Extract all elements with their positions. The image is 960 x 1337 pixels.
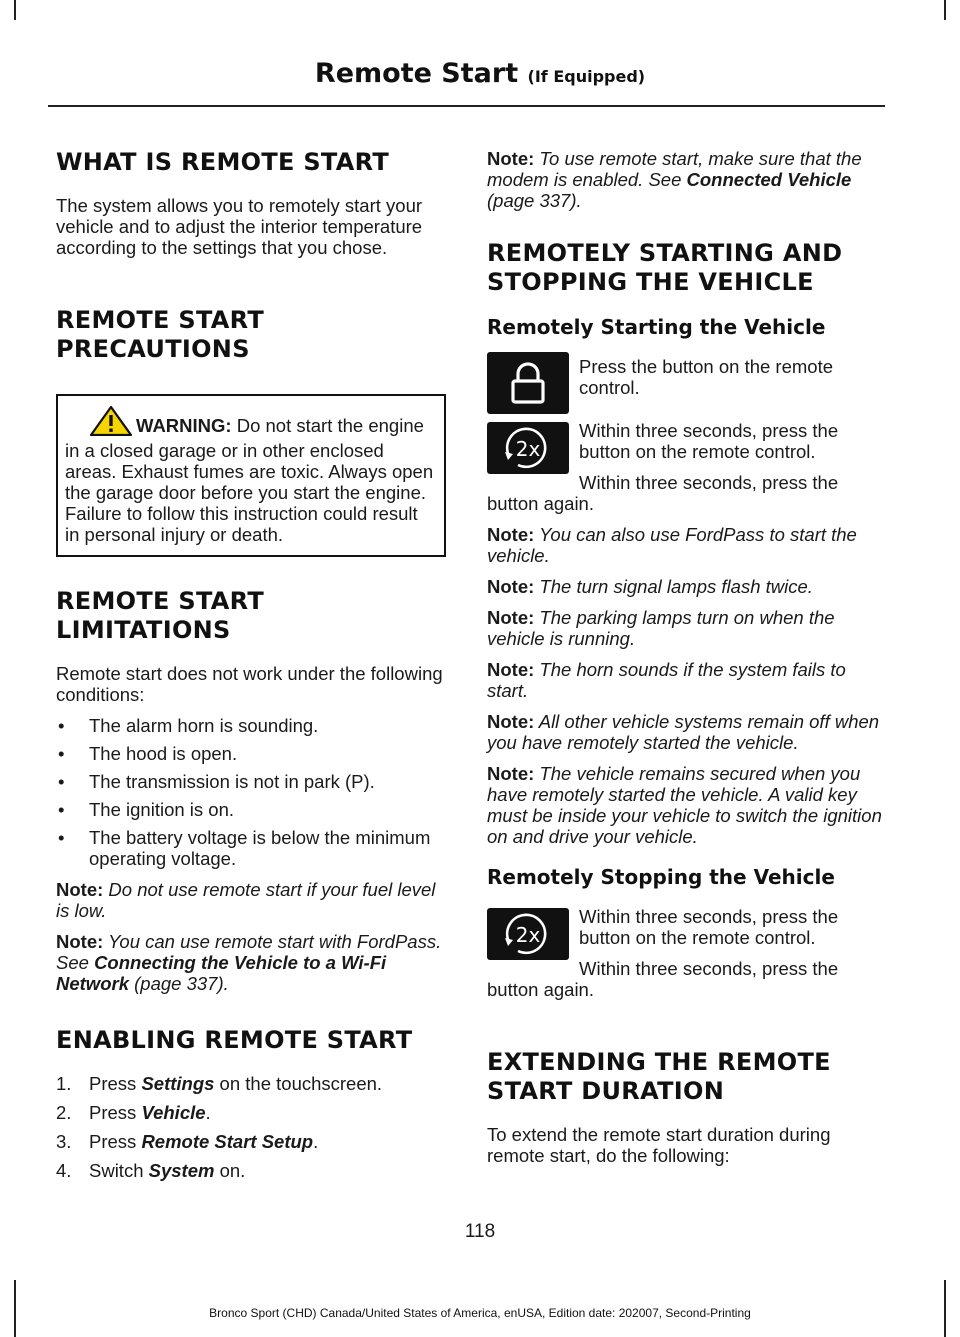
step-text: Within three seconds, press the button on the remote control.: [579, 420, 839, 462]
cross-reference-link[interactable]: Connected Vehicle: [686, 169, 852, 190]
section-heading-enabling: ENABLING REMOTE START: [56, 1026, 413, 1054]
heading-line: EXTENDING THE REMOTE: [487, 1048, 831, 1076]
heading-line: STOPPING THE VEHICLE: [487, 268, 814, 296]
step-item: [56, 1160, 446, 1181]
title-text: Remote Start: [314, 58, 519, 89]
page-title: [0, 58, 960, 89]
what-body: The system allows you to remotely start your vehicle and to adjust the interior temperature according to the settings that you chose.: [56, 195, 423, 258]
step-text: Press: [89, 1102, 142, 1123]
subheading-starting: Remotely Starting the Vehicle: [487, 315, 826, 339]
limitations-intro: Remote start does not work under the following conditions:: [56, 663, 443, 705]
step-number: 4.: [56, 1160, 72, 1181]
note-label: Note:: [487, 576, 535, 597]
cross-reference-link[interactable]: Connecting the Vehicle to a Wi-Fi Network: [56, 952, 387, 994]
note-item: [487, 763, 882, 847]
subheading-stopping: Remotely Stopping the Vehicle: [487, 865, 835, 889]
note-item: [487, 576, 882, 597]
crop-mark: [944, 0, 946, 20]
note-label: Note:: [56, 931, 104, 952]
heading-line: PRECAUTIONS: [56, 335, 250, 363]
step-menu-label: Vehicle: [141, 1102, 206, 1123]
step-text: .: [205, 1102, 211, 1123]
note-item: [487, 607, 882, 649]
step-number: 1.: [56, 1073, 72, 1094]
note-label: Note:: [487, 524, 535, 545]
step-text: Press: [89, 1131, 142, 1152]
step-menu-label: System: [148, 1160, 215, 1181]
note-item: [487, 711, 882, 753]
note-item: [487, 524, 882, 566]
note-modem: [487, 148, 882, 211]
section-heading-limitations: REMOTE START LIMITATIONS: [56, 587, 265, 644]
step-number: 2.: [56, 1102, 72, 1123]
instruction-press-2x: [487, 420, 882, 524]
note-text: You can also use FordPass to start the vehicle.: [487, 524, 857, 566]
note-label: Note:: [487, 711, 535, 732]
section-heading-extending: [487, 1048, 882, 1106]
step-text: on.: [214, 1160, 246, 1181]
list-item: • The ignition is on.: [56, 799, 446, 820]
list-item: • The transmission is not in park (P).: [56, 771, 446, 792]
step-text: Within three seconds, press the button again.: [487, 958, 839, 1000]
heading-line: REMOTELY STARTING AND: [487, 239, 843, 267]
header-divider: [48, 105, 885, 107]
step-text: on the touchscreen.: [214, 1073, 383, 1094]
step-text: Press the button on the remote control.: [579, 356, 834, 398]
note-fordpass: [56, 931, 446, 994]
step-text: Within three seconds, press the button again.: [487, 472, 839, 514]
step-item: [56, 1102, 446, 1123]
note-text: All other vehicle systems remain off when you have remotely started the vehicle.: [487, 711, 880, 753]
step-menu-label: Remote Start Setup: [141, 1131, 314, 1152]
note-label: Note:: [487, 148, 535, 169]
list-item: • The alarm horn is sounding.: [56, 715, 446, 736]
enabling-steps: [56, 1073, 446, 1181]
section-heading-precautions: [56, 306, 446, 364]
step-menu-label: Settings: [141, 1073, 215, 1094]
footer-text: Bronco Sport (CHD) Canada/United States of America, enUSA, Edition date: 202007, Second-Printing: [209, 1306, 751, 1320]
instruction-stop-2x: [487, 906, 882, 1010]
warning-label: WARNING:: [136, 415, 232, 436]
note-text: The turn signal lamps flash twice.: [534, 576, 813, 597]
crop-mark: [14, 0, 16, 20]
double-press-2x-icon: [487, 908, 569, 960]
section-heading-what: WHAT IS REMOTE START: [56, 148, 389, 176]
note-text: Do not use remote start if your fuel level is low.: [56, 879, 436, 921]
note-label: Note:: [56, 879, 104, 900]
step-text: Switch: [89, 1160, 149, 1181]
page-number: 118: [464, 1221, 496, 1242]
note-text: The vehicle remains secured when you have remotely started the vehicle. A valid key must be inside your vehicle to switch the ignition on and drive your vehicle.: [487, 763, 882, 847]
page-reference: (page 337).: [487, 190, 582, 211]
heading-line: REMOTE START: [56, 306, 265, 334]
title-subtitle: (If Equipped): [527, 67, 646, 86]
icon-label-2x: 2x: [515, 437, 541, 461]
left-column: [56, 148, 446, 1189]
warning-triangle-icon: [90, 406, 132, 440]
icon-label-2x: 2x: [515, 923, 541, 947]
note-text: The parking lamps turn on when the vehicle is running.: [487, 607, 835, 649]
note-label: Note:: [487, 763, 535, 784]
note-text: The horn sounds if the system fails to start.: [487, 659, 846, 701]
step-item: [56, 1131, 446, 1152]
step-text: .: [313, 1131, 319, 1152]
note-fuel: [56, 879, 446, 921]
extending-body: To extend the remote start duration during remote start, do the following:: [487, 1124, 831, 1166]
warning-box: [56, 394, 446, 557]
heading-line: START DURATION: [487, 1077, 725, 1105]
note-item: [487, 659, 882, 701]
note-text: To use remote start, make sure that the modem is enabled. See: [487, 148, 862, 190]
instruction-press-lock: [487, 356, 882, 420]
section-heading-starting: [487, 239, 882, 297]
double-press-2x-icon: [487, 422, 569, 474]
page-reference: (page 337).: [129, 973, 229, 994]
note-label: Note:: [487, 659, 535, 680]
warning-text: [65, 406, 437, 545]
right-column: [487, 148, 882, 1176]
list-item: • The battery voltage is below the minimum operating voltage.: [56, 827, 446, 869]
step-text: Press: [89, 1073, 142, 1094]
step-number: 3.: [56, 1131, 72, 1152]
warning-body: Do not start the engine in a closed garage or in other enclosed areas. Exhaust fumes are toxic. Always open the garage door before you start the engine. Failure to follow this instruction could result in personal injury or death.: [65, 415, 434, 545]
lock-icon: [487, 352, 569, 414]
limitations-list: [56, 715, 446, 869]
note-label: Note:: [487, 607, 535, 628]
note-text: You can use remote start with FordPass. See: [56, 931, 442, 973]
step-item: [56, 1073, 446, 1094]
list-item: • The hood is open.: [56, 743, 446, 764]
step-text: Within three seconds, press the button on the remote control.: [579, 906, 839, 948]
